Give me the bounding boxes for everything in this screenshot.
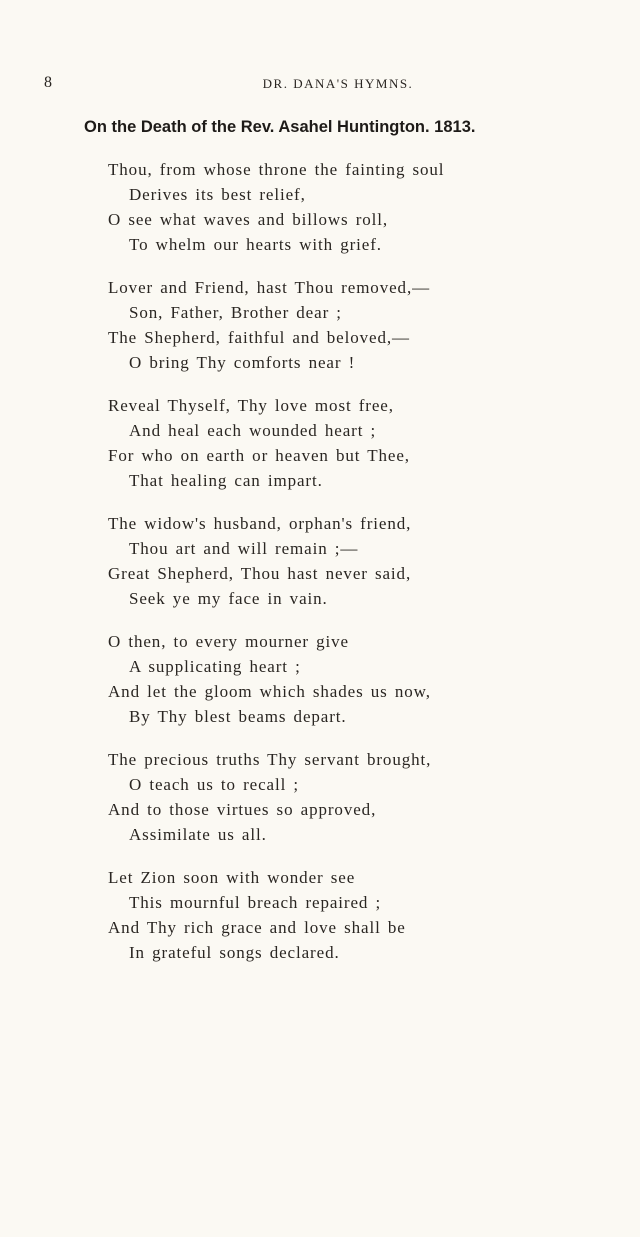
stanza-3 (108, 393, 568, 493)
poem-line: O see what waves and billows roll, (108, 210, 389, 229)
poem-line: In grateful songs declared. (129, 943, 340, 962)
poem-line: Reveal Thyself, Thy love most free, (108, 396, 394, 415)
stanza-7 (108, 865, 568, 965)
poem-line: And heal each wounded heart ; (129, 421, 377, 440)
poem-line: Son, Father, Brother dear ; (129, 303, 342, 322)
running-head: DR. DANA'S HYMNS. (262, 76, 414, 91)
poem-line: The precious truths Thy servant brought, (108, 750, 432, 769)
poem-line: And Thy rich grace and love shall be (108, 918, 406, 937)
page-header (44, 74, 604, 94)
poem-line: The Shepherd, faithful and beloved,— (108, 328, 410, 347)
poem-line: Assimilate us all. (129, 825, 267, 844)
poem-line: Let Zion soon with wonder see (108, 868, 356, 887)
poem-line: This mournful breach repaired ; (129, 893, 382, 912)
stanza-2 (108, 275, 568, 375)
poem-line: Great Shepherd, Thou hast never said, (108, 564, 412, 583)
poem-line: And let the gloom which shades us now, (108, 682, 431, 701)
poem-line: The widow's husband, orphan's friend, (108, 514, 412, 533)
stanza-6 (108, 747, 568, 847)
stanza-1 (108, 157, 568, 257)
poem-line: Thou, from whose throne the fainting soul (108, 160, 445, 179)
poem-line: Derives its best relief, (129, 185, 306, 204)
stanza-5 (108, 629, 568, 729)
poem-line: O then, to every mourner give (108, 632, 349, 651)
poem-line: Lover and Friend, hast Thou removed,— (108, 278, 431, 297)
poem-line: To whelm our hearts with grief. (129, 235, 382, 254)
poem-line: That healing can impart. (129, 471, 323, 490)
page-number: 8 (44, 74, 54, 91)
poem-line: O bring Thy comforts near ! (129, 353, 356, 372)
poem-line: And to those virtues so approved, (108, 800, 377, 819)
poem-line: Thou art and will remain ;— (129, 539, 359, 558)
poem-line: For who on earth or heaven but Thee, (108, 446, 410, 465)
hymn-title: On the Death of the Rev. Asahel Huntington. 1813. (84, 118, 476, 136)
hymn-text (108, 157, 568, 983)
stanza-4 (108, 511, 568, 611)
poem-line: By Thy blest beams depart. (129, 707, 347, 726)
poem-line: O teach us to recall ; (129, 775, 299, 794)
poem-line: A supplicating heart ; (129, 657, 301, 676)
poem-line: Seek ye my face in vain. (129, 589, 328, 608)
